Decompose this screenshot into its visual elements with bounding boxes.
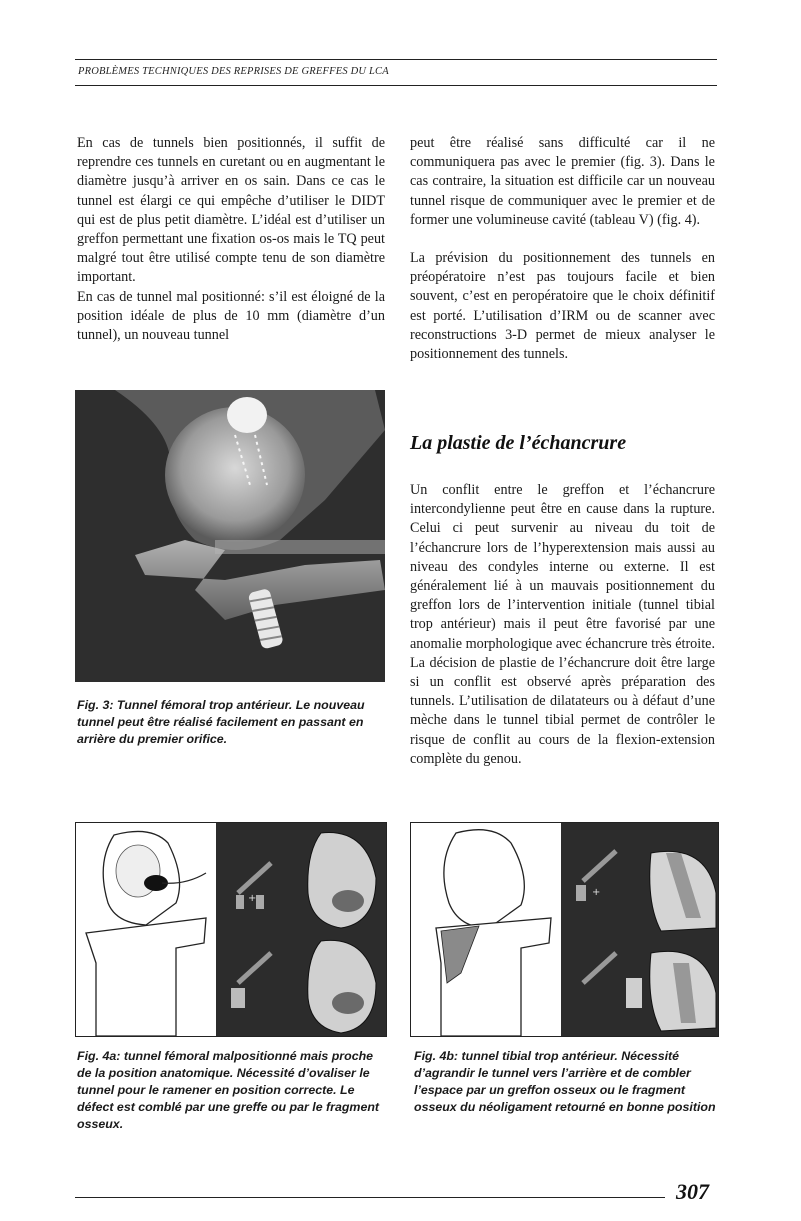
right-paragraph-1: peut être réalisé sans difficulté car il ne communiquera pas avec le premier (fig. 3). Dans le cas contraire, la situation est difficile car un nouveau tunnel risque de communiquer avec le premier et de former une volumineuse cavité (tableau V) (fig. 4). xyxy=(410,135,715,228)
section-body: Un conflit entre le greffon et l’échancrure intercondylienne peut être en cause dans la rupture. Celui ci peut survenir au niveau du toit de l’échancrure lors de l’hyperextension mais aussi au niveau des condyles interne ou externe. Il est généralement lié à un mauvais positionnement du greffon lors de l’intervention initiale (tunnel tibial trop antérieur) mais il peut être favorisé par une anomalie morphologique avec échancrure très étroite. La décision de plastie de l’échancrure doit être large si un conflit est observé après préparation des tunnels. L’utilisation de dilatateurs ou à défaut d’une mèche dans le tunnel tibial permet de contrôler le risque de conflit au cours de la flexion-extension complète du genou. xyxy=(410,482,715,767)
svg-text:+: + xyxy=(248,893,257,904)
footer-rule xyxy=(75,1197,665,1198)
figure-4b-caption: Fig. 4b: tunnel tibial trop antérieur. Nécessité d’agrandir le tunnel vers l’arrière et de combler l’espace par un greffon osseux ou le fragment osseux du néoligament retourné en bonne position xyxy=(414,1049,716,1114)
left-column-text xyxy=(77,134,385,345)
right-paragraph-2: La prévision du positionnement des tunnels en préopératoire n’est pas toujours facile et bien souvent, c’est en peropératoire que le choix définitif est porté. L’utilisation d’IRM ou de scanner avec reconstructions 3-D permet de mieux analyser le positionnement des tunnels. xyxy=(410,250,715,363)
section-title: La plastie de l’échancrure xyxy=(410,432,627,454)
figure-4a-illustration xyxy=(75,822,387,1037)
left-paragraph-2: En cas de tunnel mal positionné: s’il est éloigné de la position idéale de plus de 10 mm (diamètre d’un tunnel), un nouveau tunnel xyxy=(77,288,385,344)
figure-3-caption: Fig. 3: Tunnel fémoral trop antérieur. Le nouveau tunnel peut être réalisé facilement en passant en arrière du premier orifice. xyxy=(77,698,365,746)
running-head: PROBLÈMES TECHNIQUES DES REPRISES DE GREFFES DU LCA xyxy=(78,66,389,77)
figure-3-radiograph xyxy=(75,390,385,682)
figure-4b-illustration xyxy=(410,822,719,1037)
page-number: 307 xyxy=(676,1179,709,1204)
section-body-text xyxy=(410,481,715,769)
left-paragraph-1: En cas de tunnels bien positionnés, il suffit de reprendre ces tunnels en curetant ou en augmentant le diamètre jusqu’à arriver en os sain. Dans ce cas le tunnel est élargi ce qui empêche d’utiliser le DIDT qui est de plus petit diamètre. L’idéal est d’utiliser un greffon permettant une fixation os-os mais le TQ peut malgré tout être utilisé compte tenu de son diamètre important. xyxy=(77,135,385,286)
header-rule-bottom xyxy=(75,85,717,86)
figure-4a-caption: Fig. 4a: tunnel fémoral malpositionné mais proche de la position anatomique. Nécessité d’ovaliser le tunnel pour le ramener en position correcte. Le défect est comblé par une greffe ou par le fragment osseux. xyxy=(77,1049,380,1131)
header-rule-top xyxy=(75,59,717,60)
svg-text:+: + xyxy=(592,887,601,898)
right-column-text xyxy=(410,134,715,364)
